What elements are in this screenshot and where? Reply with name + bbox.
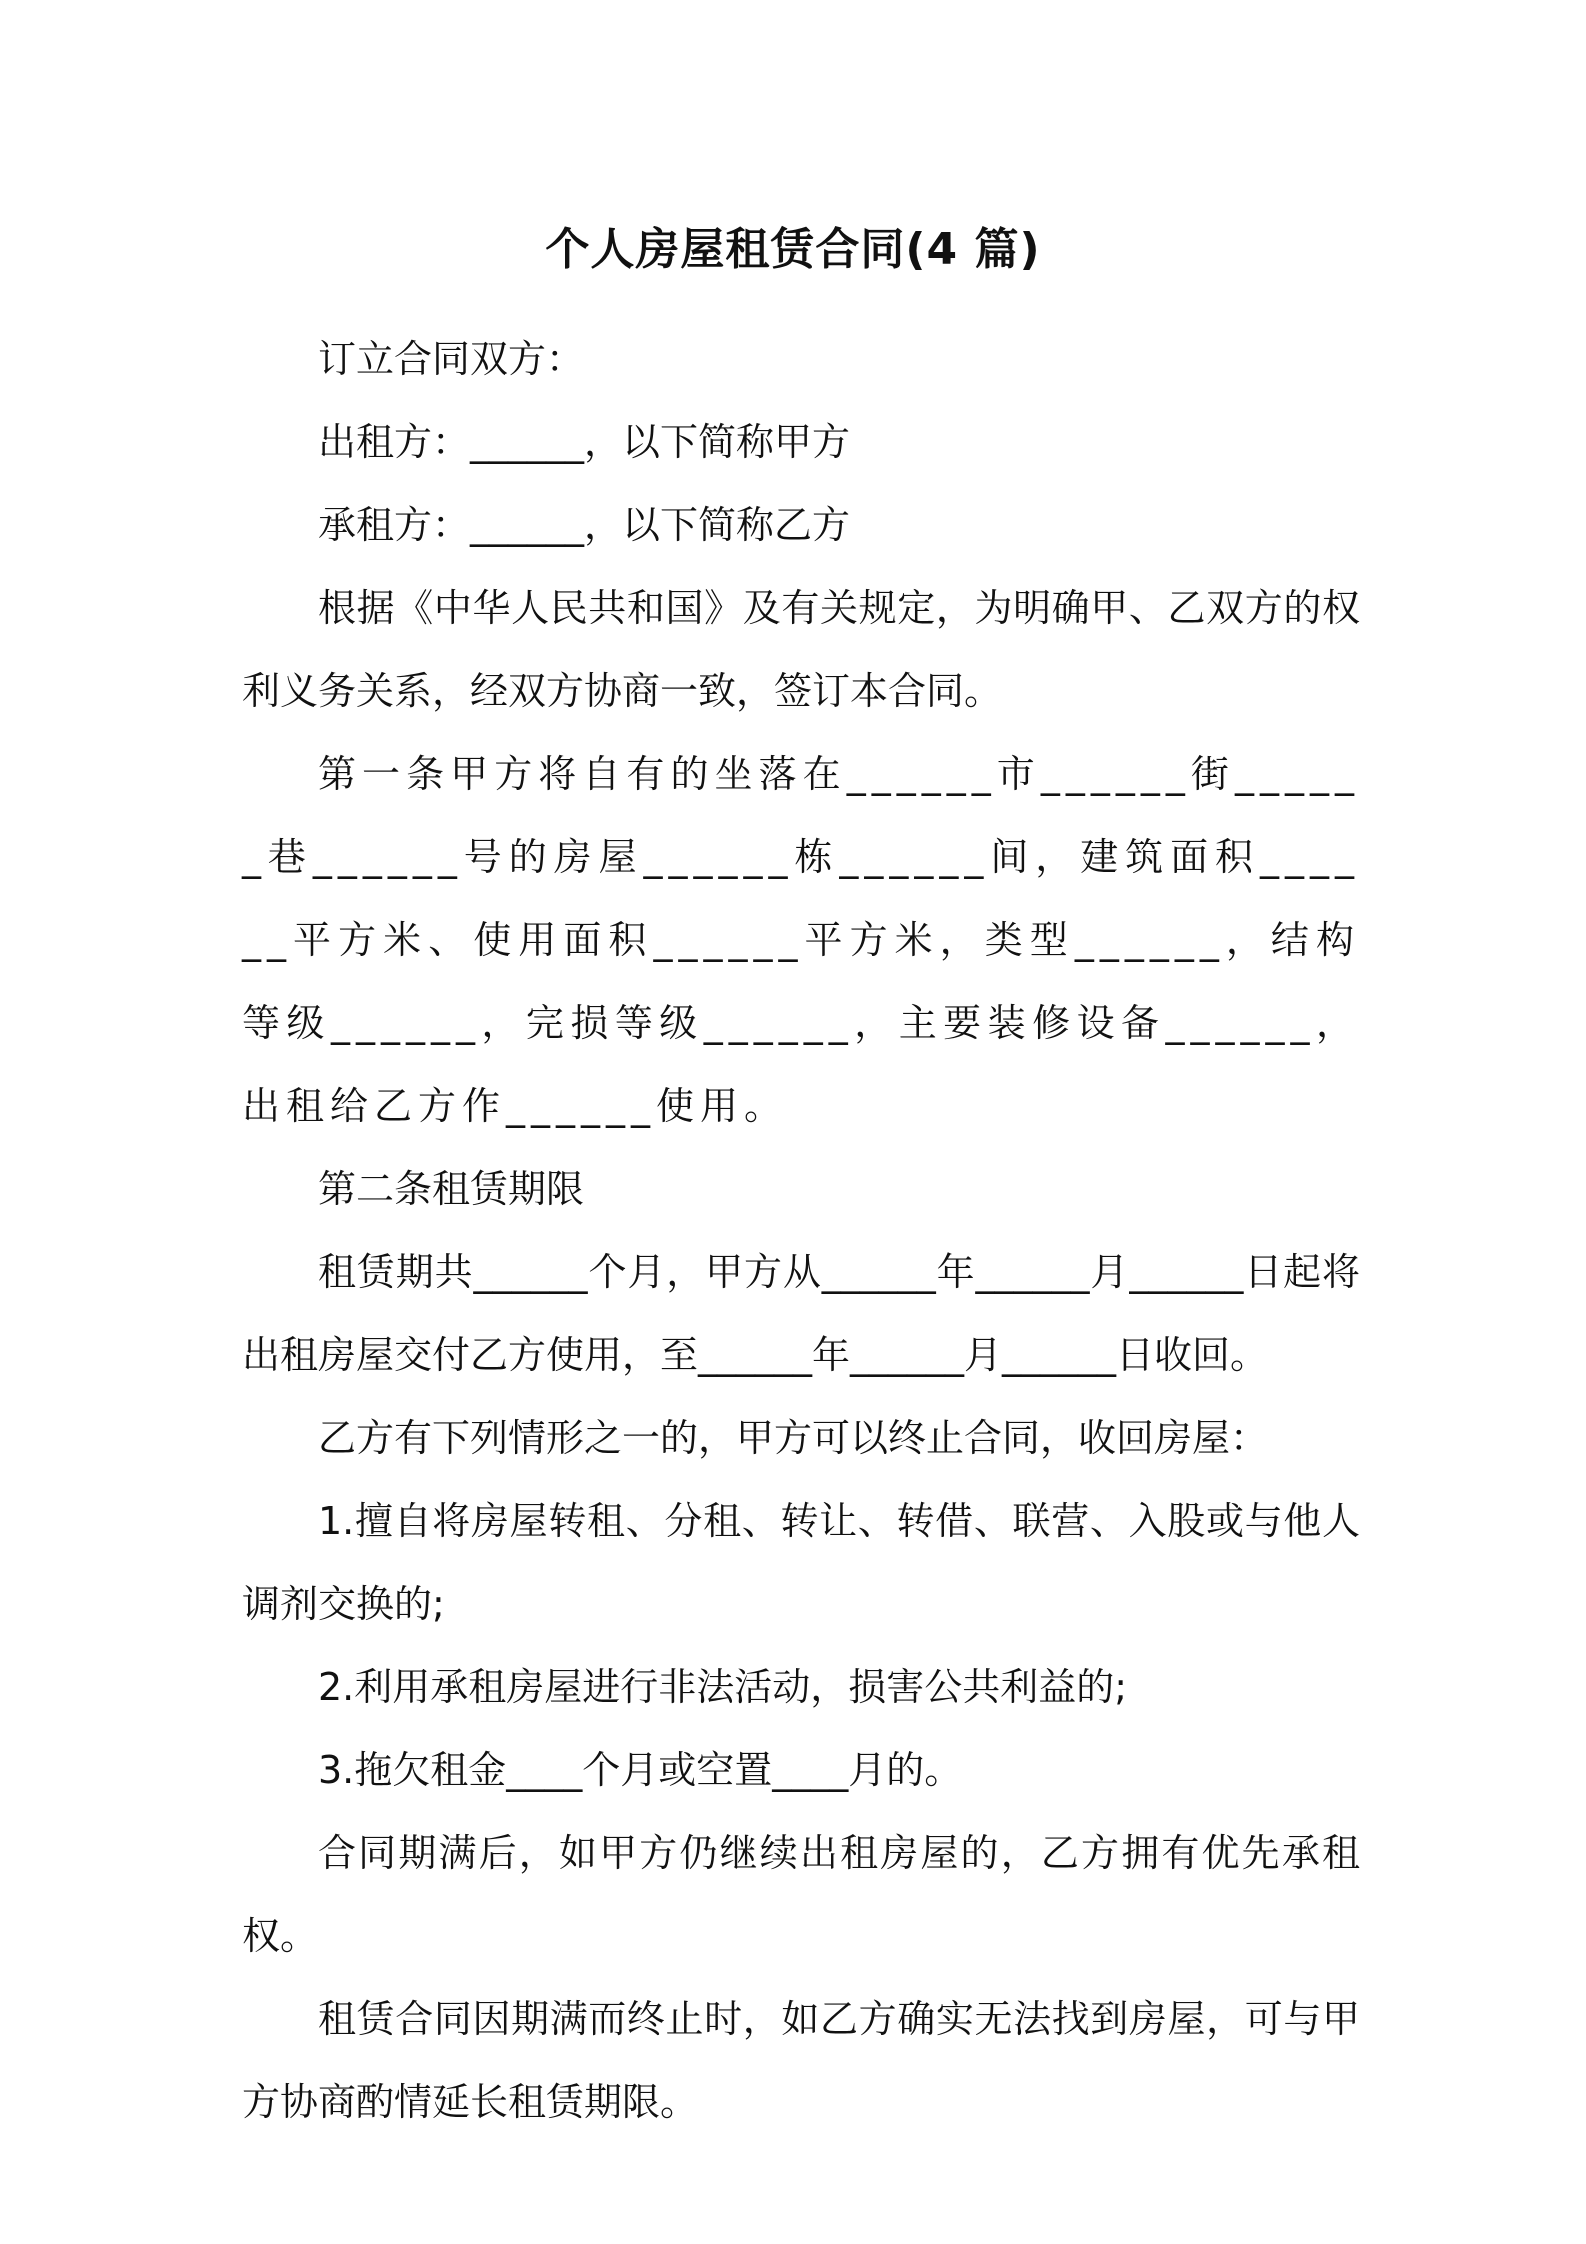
- paragraph-lessee: 承租方：______，以下简称乙方: [318, 503, 851, 547]
- paragraph-lease-term: 租赁期共______个月，甲方从______年______月______日起将出租房屋交付乙方使用，至______年______月______日收回。: [242, 1250, 1360, 1377]
- document-body: [242, 318, 1360, 2144]
- list-item-termination-1: 1.擅自将房屋转租、分租、转让、转借、联营、入股或与他人调剂交换的;: [242, 1499, 1360, 1626]
- paragraph-parties-heading: 订立合同双方：: [318, 337, 585, 381]
- paragraph-lessor: 出租方：______，以下简称甲方: [318, 420, 851, 464]
- paragraph-extension: 租赁合同因期满而终止时，如乙方确实无法找到房屋，可与甲方协商酌情延长租赁期限。: [242, 1997, 1360, 2124]
- paragraph-renewal-priority: 合同期满后，如甲方仍继续出租房屋的，乙方拥有优先承租权。: [242, 1831, 1360, 1958]
- paragraph-article-2-heading: 第二条租赁期限: [318, 1167, 585, 1211]
- list-item-termination-3: 3.拖欠租金____个月或空置____月的。: [318, 1748, 963, 1792]
- document-title: 个人房屋租赁合同(4 篇): [545, 224, 1041, 275]
- paragraph-termination-intro: 乙方有下列情形之一的，甲方可以终止合同，收回房屋：: [318, 1416, 1269, 1460]
- paragraph-article-1: 第一条甲方将自有的坐落在______市______街______巷______号的房屋______栋______间，建筑面积______平方米、使用面积______平方米，类型______，结构等级______，完损等级______，主要装修设备______，出租给乙方作______使用。: [242, 752, 1360, 1128]
- paragraph-preamble: 根据《中华人民共和国》及有关规定，为明确甲、乙双方的权利义务关系，经双方协商一致，签订本合同。: [242, 586, 1360, 713]
- list-item-termination-2: 2.利用承租房屋进行非法活动，损害公共利益的;: [318, 1665, 1128, 1709]
